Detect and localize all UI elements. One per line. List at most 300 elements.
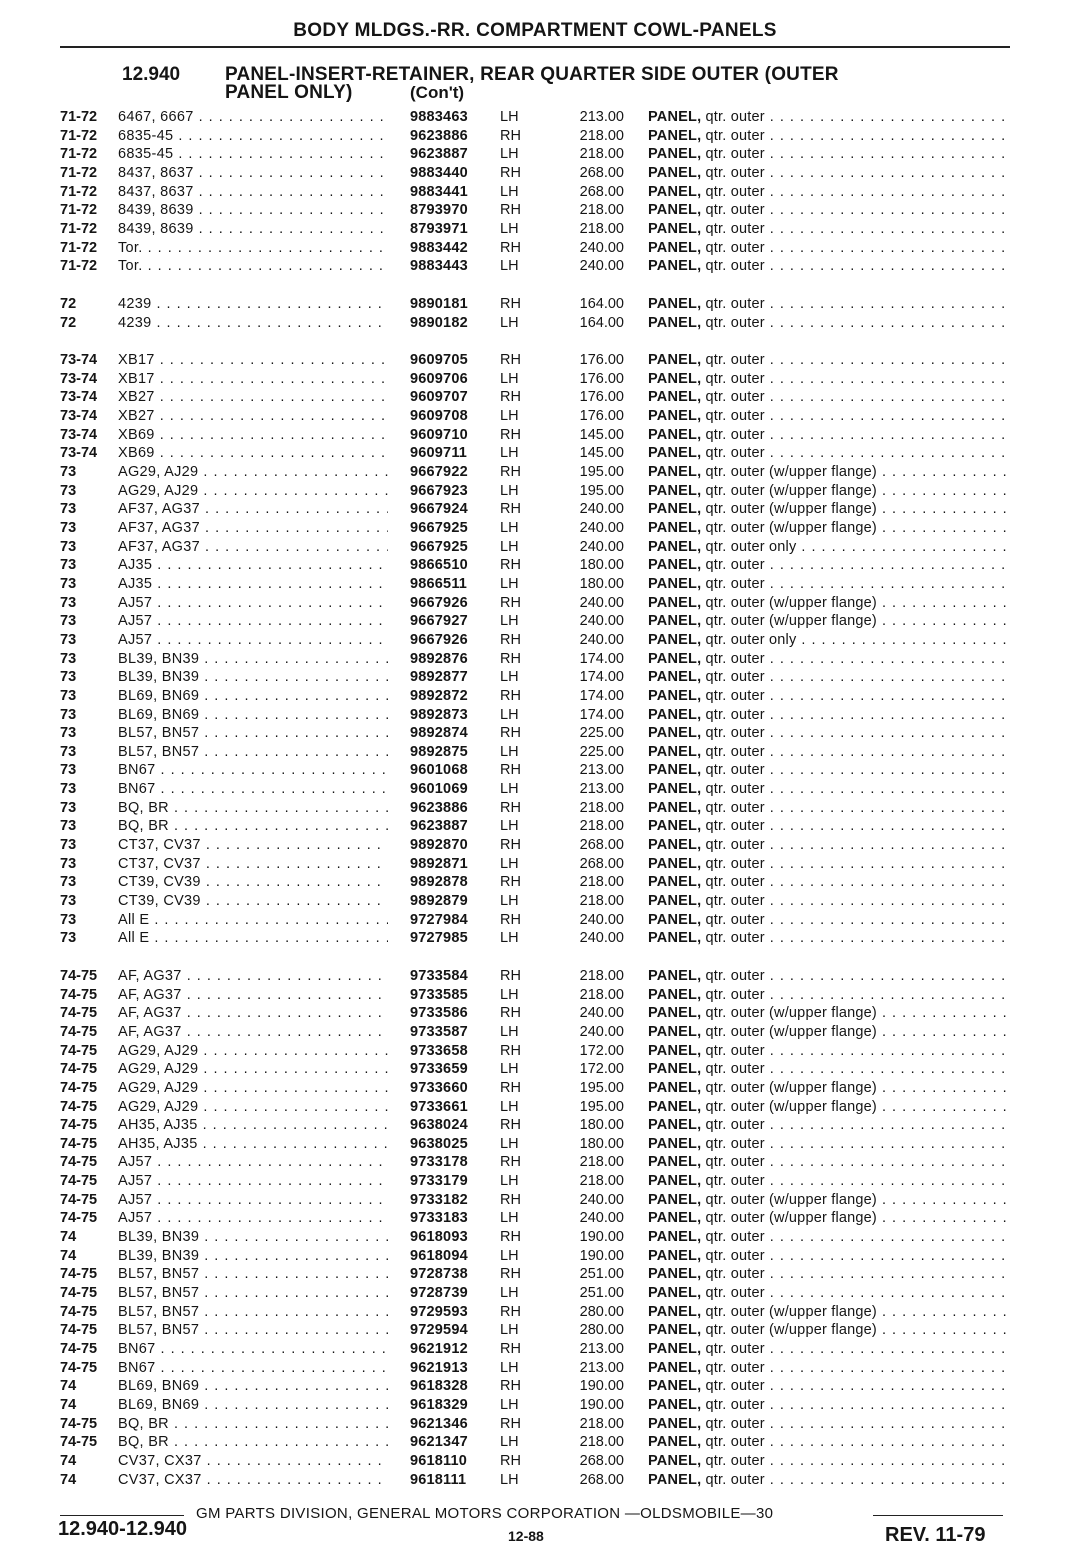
description-text: qtr. outer — [705, 1396, 765, 1413]
description-keyword: PANEL, — [648, 464, 702, 481]
footer-page-number: 12-88 — [508, 1528, 544, 1544]
description-text: qtr. outer — [705, 650, 765, 667]
description — [648, 1377, 1010, 1396]
part-number: 9892879 — [410, 893, 468, 909]
body-style: AF, AG37 . . . — [118, 1004, 388, 1023]
side: LH — [500, 1098, 519, 1115]
part-number: 9609708 — [410, 408, 468, 425]
table-row — [0, 201, 1065, 220]
description-text: qtr. outer (w/upper flange) — [705, 520, 877, 536]
description — [648, 519, 1010, 538]
part-number: 9623886 — [410, 799, 468, 816]
description-keyword: PANEL, — [648, 445, 702, 462]
year: 73-74 — [60, 408, 98, 425]
year: 73 — [60, 893, 77, 909]
side: RH — [500, 650, 521, 667]
table-row — [0, 314, 1065, 333]
description-keyword: PANEL, — [648, 352, 702, 369]
description-keyword: PANEL, — [648, 164, 702, 181]
side: LH — [500, 538, 519, 555]
description-text: qtr. outer — [705, 1340, 765, 1357]
description — [648, 836, 1010, 855]
description-text: qtr. outer — [705, 389, 765, 406]
part-number: 9728739 — [410, 1285, 468, 1301]
side: LH — [500, 575, 519, 592]
year: 74 — [60, 1247, 77, 1264]
year: 74-75 — [60, 1303, 98, 1320]
price: 240.00 — [579, 538, 624, 555]
part-number: 9733587 — [410, 1023, 468, 1040]
year: 71-72 — [60, 202, 98, 219]
part-number: 9892875 — [410, 743, 468, 760]
side: RH — [500, 1378, 521, 1395]
description-text: qtr. outer (w/upper flange) — [705, 613, 877, 630]
side: LH — [500, 1359, 519, 1376]
footer-publisher: GM PARTS DIVISION, GENERAL MOTORS CORPORATION —OLDSMOBILE—30 — [196, 1505, 774, 1522]
year: 71-72 — [60, 127, 98, 144]
description — [648, 1079, 1010, 1098]
price: 218.00 — [579, 1415, 624, 1432]
price: 213.00 — [579, 781, 624, 798]
side: LH — [500, 706, 519, 723]
year: 73 — [60, 799, 77, 816]
price: 218.00 — [579, 1434, 624, 1451]
year: 73-74 — [60, 370, 98, 387]
description — [648, 556, 1010, 575]
price: 190.00 — [579, 1247, 624, 1264]
price: 176.00 — [579, 370, 624, 387]
description — [648, 687, 1010, 706]
description — [648, 1471, 1010, 1490]
body-style: AF37, AG37 . . . — [118, 538, 388, 557]
description-keyword: PANEL, — [648, 1340, 702, 1357]
description-text: qtr. outer — [705, 127, 765, 144]
description-keyword: PANEL, — [648, 1005, 702, 1022]
description-text: qtr. outer — [705, 202, 765, 219]
price: 240.00 — [579, 1210, 624, 1227]
side: RH — [500, 1415, 521, 1432]
description-text: qtr. outer — [705, 1359, 765, 1376]
body-style: AG29, AJ29 . . . — [118, 482, 388, 501]
body-style: BL57, BN57 . . . — [118, 1265, 388, 1284]
body-style: AG29, AJ29 . . . — [118, 1098, 388, 1117]
price: 218.00 — [579, 818, 624, 835]
body-style: AG29, AJ29 . . . — [118, 463, 388, 482]
side: RH — [500, 1191, 521, 1208]
description — [648, 314, 1010, 333]
year: 71-72 — [60, 146, 98, 163]
side: RH — [500, 1117, 521, 1134]
description-keyword: PANEL, — [648, 837, 702, 854]
year: 74-75 — [60, 1434, 98, 1451]
description — [648, 407, 1010, 426]
description-text: qtr. outer — [705, 762, 765, 779]
description-text: qtr. outer — [705, 109, 765, 125]
year: 73 — [60, 743, 77, 760]
description-text: qtr. outer (w/upper flange) — [705, 1079, 877, 1096]
part-number: 9621346 — [410, 1415, 468, 1432]
description — [648, 183, 1010, 202]
year: 73 — [60, 594, 77, 611]
description — [648, 1060, 1010, 1079]
description — [648, 500, 1010, 519]
description-keyword: PANEL, — [648, 426, 702, 443]
description-text: qtr. outer — [705, 1061, 765, 1078]
footer-rule-left — [60, 1515, 184, 1516]
body-style: CT37, CV37 . . . — [118, 836, 388, 855]
table-row — [0, 967, 1065, 986]
price: 218.00 — [579, 127, 624, 144]
description-text: qtr. outer — [705, 258, 765, 275]
side: RH — [500, 557, 521, 574]
part-number: 9733179 — [410, 1173, 468, 1190]
part-number: 9890182 — [410, 314, 468, 331]
description-keyword: PANEL, — [648, 669, 702, 686]
part-number: 9892872 — [410, 687, 468, 704]
year: 74-75 — [60, 1191, 98, 1208]
year: 74 — [60, 1471, 77, 1488]
part-number: 9733178 — [410, 1154, 468, 1171]
description-text: qtr. outer — [705, 1378, 765, 1395]
description-keyword: PANEL, — [648, 631, 702, 648]
part-number: 9609711 — [410, 445, 468, 462]
description — [648, 201, 1010, 220]
price: 218.00 — [579, 799, 624, 816]
price: 176.00 — [579, 408, 624, 425]
year: 73 — [60, 520, 77, 536]
description-keyword: PANEL, — [648, 1117, 702, 1134]
body-style: AJ35 . . . — [118, 556, 388, 575]
side: LH — [500, 613, 519, 630]
side: RH — [500, 389, 521, 406]
part-number: 9667925 — [410, 520, 468, 536]
description-keyword: PANEL, — [648, 1098, 702, 1115]
table-row — [0, 519, 1065, 538]
body-style: BQ, BR . . . — [118, 1415, 388, 1434]
description-text: qtr. outer (w/upper flange) — [705, 1098, 877, 1115]
body-style: AF, AG37 . . . — [118, 967, 388, 986]
year: 74-75 — [60, 1266, 98, 1283]
table-row — [0, 164, 1065, 183]
year: 74-75 — [60, 1173, 98, 1190]
side: LH — [500, 1322, 519, 1339]
side: RH — [500, 1266, 521, 1283]
price: 240.00 — [579, 501, 624, 518]
description-text: qtr. outer — [705, 295, 765, 312]
body-style: XB17 . . . — [118, 351, 388, 370]
price: 180.00 — [579, 557, 624, 574]
table-row — [0, 1303, 1065, 1322]
table-row — [0, 239, 1065, 258]
description — [648, 127, 1010, 146]
body-style: XB17 . . . — [118, 370, 388, 389]
body-style: All E . . . — [118, 929, 388, 948]
side: RH — [500, 1229, 521, 1246]
description — [648, 986, 1010, 1005]
year: 73 — [60, 482, 77, 499]
side: LH — [500, 1173, 519, 1190]
description-keyword: PANEL, — [648, 911, 702, 928]
description-text: qtr. outer — [705, 1154, 765, 1171]
description — [648, 220, 1010, 239]
description-keyword: PANEL, — [648, 501, 702, 518]
description-keyword: PANEL, — [648, 370, 702, 387]
price: 218.00 — [579, 986, 624, 1003]
description-keyword: PANEL, — [648, 482, 702, 499]
table-row — [0, 911, 1065, 930]
description-keyword: PANEL, — [648, 239, 702, 256]
description-text: qtr. outer (w/upper flange) — [705, 482, 877, 499]
side: LH — [500, 314, 519, 331]
description-text: qtr. outer — [705, 1415, 765, 1432]
description — [648, 538, 1010, 557]
description-text: qtr. outer — [705, 1117, 765, 1134]
body-style: BN67 . . . — [118, 780, 388, 799]
description-text: qtr. outer — [705, 239, 765, 256]
year: 74-75 — [60, 1117, 98, 1134]
description — [648, 929, 1010, 948]
year: 74-75 — [60, 1098, 98, 1115]
description — [648, 873, 1010, 892]
part-number: 9892876 — [410, 650, 468, 667]
part-number: 9729593 — [410, 1303, 468, 1320]
part-number: 9892870 — [410, 837, 468, 854]
description-keyword: PANEL, — [648, 1322, 702, 1339]
price: 268.00 — [579, 837, 624, 854]
price: 213.00 — [579, 762, 624, 779]
side: LH — [500, 109, 519, 125]
body-style: AJ57 . . . — [118, 1191, 388, 1210]
table-row — [0, 986, 1065, 1005]
description — [648, 295, 1010, 314]
table-row — [0, 855, 1065, 874]
table-row — [0, 1452, 1065, 1471]
price: 240.00 — [579, 594, 624, 611]
body-style: AJ57 . . . — [118, 1153, 388, 1172]
table-row — [0, 706, 1065, 725]
price: 240.00 — [579, 631, 624, 648]
price: 190.00 — [579, 1229, 624, 1246]
body-style: 8437, 8637 . . . — [118, 183, 388, 202]
table-row — [0, 1116, 1065, 1135]
footer-section-range: 12.940-12.940 — [58, 1518, 188, 1540]
table-row — [0, 575, 1065, 594]
side: RH — [500, 1154, 521, 1171]
body-style: 8437, 8637 . . . — [118, 164, 388, 183]
side: RH — [500, 1340, 521, 1357]
body-style: AF37, AG37 . . . — [118, 519, 388, 538]
year: 74-75 — [60, 967, 98, 984]
side: RH — [500, 239, 521, 256]
table-row — [0, 426, 1065, 445]
description-keyword: PANEL, — [648, 1266, 702, 1283]
description-keyword: PANEL, — [648, 146, 702, 163]
part-number: 9609710 — [410, 426, 468, 443]
part-number: 9883441 — [410, 183, 468, 200]
table-row — [0, 761, 1065, 780]
part-number: 9883463 — [410, 109, 468, 125]
description-keyword: PANEL, — [648, 408, 702, 425]
year: 74-75 — [60, 1005, 98, 1022]
description-keyword: PANEL, — [648, 594, 702, 611]
description-keyword: PANEL, — [648, 818, 702, 835]
description-text: qtr. outer — [705, 986, 765, 1003]
body-style: BL39, BN39 . . . — [118, 650, 388, 669]
year: 73 — [60, 818, 77, 835]
body-style: 6467, 6667 . . . — [118, 108, 388, 127]
description-keyword: PANEL, — [648, 1359, 702, 1376]
part-number: 9866510 — [410, 557, 468, 574]
part-number: 9618328 — [410, 1378, 468, 1395]
description-keyword: PANEL, — [648, 1378, 702, 1395]
body-style: BL69, BN69 . . . — [118, 706, 388, 725]
description — [648, 239, 1010, 258]
body-style: AG29, AJ29 . . . — [118, 1060, 388, 1079]
description-text: qtr. outer (w/upper flange) — [705, 1303, 877, 1320]
description — [648, 911, 1010, 930]
description-text: qtr. outer — [705, 874, 765, 891]
body-style: BN67 . . . — [118, 1359, 388, 1378]
table-row — [0, 668, 1065, 687]
year: 74 — [60, 1452, 77, 1469]
price: 240.00 — [579, 930, 624, 947]
table-row — [0, 594, 1065, 613]
year: 74-75 — [60, 1061, 98, 1078]
table-row — [0, 108, 1065, 127]
description — [648, 108, 1010, 127]
description-text: qtr. outer (w/upper flange) — [705, 594, 877, 611]
price: 240.00 — [579, 520, 624, 536]
part-number: 9733661 — [410, 1098, 468, 1115]
side: RH — [500, 164, 521, 181]
side: LH — [500, 1471, 519, 1488]
price: 218.00 — [579, 1154, 624, 1171]
price: 195.00 — [579, 464, 624, 481]
description-text: qtr. outer — [705, 1471, 765, 1488]
description-keyword: PANEL, — [648, 613, 702, 630]
description — [648, 370, 1010, 389]
part-number: 9618110 — [410, 1452, 468, 1469]
description-keyword: PANEL, — [648, 1303, 702, 1320]
side: LH — [500, 370, 519, 387]
price: 145.00 — [579, 426, 624, 443]
price: 174.00 — [579, 669, 624, 686]
description-keyword: PANEL, — [648, 538, 702, 555]
side: LH — [500, 743, 519, 760]
year: 73 — [60, 762, 77, 779]
description-text: qtr. outer — [705, 426, 765, 443]
description-text: qtr. outer — [705, 1229, 765, 1246]
description-keyword: PANEL, — [648, 1415, 702, 1432]
table-row — [0, 1172, 1065, 1191]
description — [648, 631, 1010, 650]
price: 268.00 — [579, 1452, 624, 1469]
description — [648, 388, 1010, 407]
description-text: qtr. outer — [705, 1266, 765, 1283]
side: LH — [500, 445, 519, 462]
description — [648, 799, 1010, 818]
year: 71-72 — [60, 109, 98, 125]
body-style: AH35, AJ35 . . . — [118, 1116, 388, 1135]
description — [648, 724, 1010, 743]
body-style: Tor. . . . — [118, 257, 388, 276]
body-style: XB69 . . . — [118, 444, 388, 463]
price: 218.00 — [579, 202, 624, 219]
description-keyword: PANEL, — [648, 762, 702, 779]
description-keyword: PANEL, — [648, 314, 702, 331]
year: 74-75 — [60, 1023, 98, 1040]
description-text: qtr. outer (w/upper flange) — [705, 1210, 877, 1227]
body-style: 4239 . . . — [118, 295, 388, 314]
description-keyword: PANEL, — [648, 1452, 702, 1469]
part-number: 9883442 — [410, 239, 468, 256]
year: 74-75 — [60, 1415, 98, 1432]
side: LH — [500, 408, 519, 425]
description-keyword: PANEL, — [648, 1210, 702, 1227]
price: 240.00 — [579, 1191, 624, 1208]
year: 73-74 — [60, 389, 98, 406]
description — [648, 1340, 1010, 1359]
description — [648, 612, 1010, 631]
description — [648, 1228, 1010, 1247]
price: 251.00 — [579, 1266, 624, 1283]
year: 73 — [60, 650, 77, 667]
side: LH — [500, 781, 519, 798]
price: 218.00 — [579, 146, 624, 163]
description-keyword: PANEL, — [648, 1061, 702, 1078]
description — [648, 1433, 1010, 1452]
price: 240.00 — [579, 613, 624, 630]
price: 174.00 — [579, 687, 624, 704]
description-keyword: PANEL, — [648, 295, 702, 312]
description-text: qtr. outer only — [705, 538, 797, 555]
description-keyword: PANEL, — [648, 781, 702, 798]
year: 73 — [60, 687, 77, 704]
body-style: BL57, BN57 . . . — [118, 724, 388, 743]
description-text: qtr. outer — [705, 557, 765, 574]
year: 73 — [60, 706, 77, 723]
body-style: BL69, BN69 . . . — [118, 687, 388, 706]
table-row — [0, 1191, 1065, 1210]
part-number: 9601068 — [410, 762, 468, 779]
description-text: qtr. outer — [705, 1434, 765, 1451]
table-row — [0, 780, 1065, 799]
description-keyword: PANEL, — [648, 1079, 702, 1096]
year: 73 — [60, 501, 77, 518]
body-style: AG29, AJ29 . . . — [118, 1042, 388, 1061]
year: 73 — [60, 911, 77, 928]
year: 74-75 — [60, 1135, 98, 1152]
part-number: 9733584 — [410, 967, 468, 984]
year: 73 — [60, 575, 77, 592]
table-row — [0, 1377, 1065, 1396]
table-row — [0, 1004, 1065, 1023]
year: 74-75 — [60, 1042, 98, 1059]
description-keyword: PANEL, — [648, 687, 702, 704]
description — [648, 463, 1010, 482]
table-row — [0, 556, 1065, 575]
table-row — [0, 463, 1065, 482]
price: 218.00 — [579, 220, 624, 237]
description — [648, 1172, 1010, 1191]
side: LH — [500, 1210, 519, 1227]
price: 195.00 — [579, 482, 624, 499]
description — [648, 594, 1010, 613]
table-row — [0, 929, 1065, 948]
part-number: 9621347 — [410, 1434, 468, 1451]
year: 71-72 — [60, 258, 98, 275]
part-number: 9638025 — [410, 1135, 468, 1152]
